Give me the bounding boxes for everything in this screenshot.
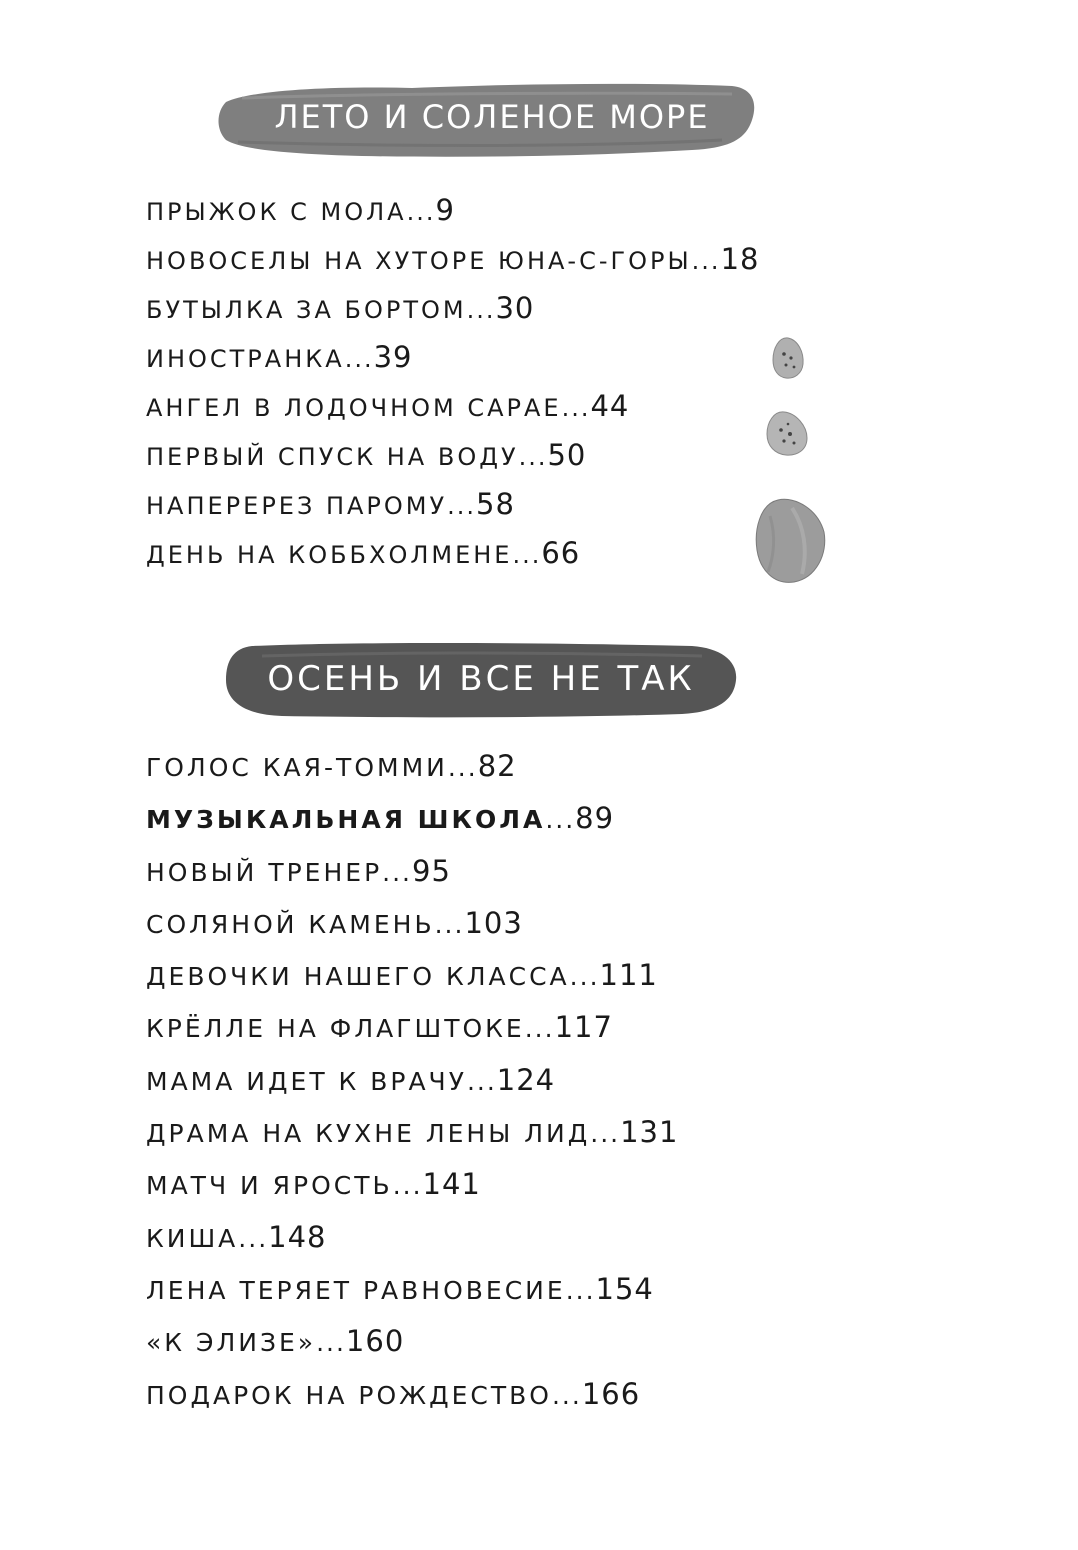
toc-entry[interactable]: БУТЫЛКА ЗА БОРТОМ...30 [146, 291, 535, 325]
toc-entry[interactable]: МАМА ИДЕТ К ВРАЧУ...124 [146, 1062, 556, 1097]
toc-entry[interactable]: КИША...148 [146, 1219, 327, 1254]
section-banner-autumn [222, 640, 740, 718]
page-number: 103 [464, 905, 523, 940]
toc-entry[interactable]: НОВЫЙ ТРЕНЕР...95 [146, 853, 451, 888]
pebble-icon [770, 336, 806, 380]
toc-entry[interactable]: ПЕРВЫЙ СПУСК НА ВОДУ...50 [146, 438, 587, 472]
toc-entry[interactable]: НАПЕРЕРЕЗ ПАРОМУ...58 [146, 487, 515, 521]
page-number: 30 [495, 291, 535, 325]
page-number: 124 [496, 1062, 556, 1097]
page-number: 95 [412, 853, 451, 888]
pebble-icon [752, 496, 828, 586]
page-number: 89 [575, 801, 615, 836]
toc-entry[interactable]: КРЁЛЛЕ НА ФЛАГШТОКЕ...117 [146, 1010, 613, 1045]
toc-entry[interactable]: ДЕВОЧКИ НАШЕГО КЛАССА...111 [146, 958, 658, 993]
toc-entry[interactable]: МУЗЫКАЛЬНАЯ ШКОЛА...89 [146, 801, 615, 836]
page-number: 39 [373, 340, 413, 374]
page-number: 111 [599, 958, 658, 993]
section-title: ОСЕНЬ И ВСЕ НЕ ТАК [267, 659, 695, 699]
toc-entry[interactable]: СОЛЯНОЙ КАМЕНЬ...103 [146, 905, 523, 940]
toc-entry[interactable]: ДРАМА НА КУХНЕ ЛЕНЫ ЛИД...131 [146, 1115, 679, 1150]
page-number: 18 [720, 242, 760, 276]
section-title: ЛЕТО И СОЛЕНОЕ МОРЕ [274, 98, 710, 136]
toc-entry[interactable]: МАТЧ И ЯРОСТЬ...141 [146, 1167, 481, 1202]
toc-entry[interactable]: «К ЭЛИЗЕ»...160 [146, 1324, 405, 1359]
pebble-icon [764, 410, 810, 458]
page-number: 131 [620, 1115, 679, 1150]
section-banner-summer [212, 72, 760, 162]
page-number: 82 [477, 749, 517, 783]
page-number: 66 [541, 536, 581, 570]
toc-entry[interactable]: ИНОСТРАНКА...39 [146, 340, 413, 374]
page-number: 58 [476, 487, 515, 521]
toc-list-summer [146, 193, 760, 588]
toc-entry[interactable]: ПРЫЖОК С МОЛА...9 [146, 193, 455, 227]
page-number: 44 [590, 389, 630, 423]
page-number: 50 [547, 438, 587, 472]
toc-entry[interactable]: АНГЕЛ В ЛОДОЧНОМ САРАЕ...44 [146, 389, 630, 423]
toc-entry[interactable]: ДЕНЬ НА КОББХОЛМЕНЕ...66 [146, 536, 581, 570]
toc-list-autumn [146, 749, 679, 1432]
toc-entry[interactable]: НОВОСЕЛЫ НА ХУТОРЕ ЮНА-С-ГОРЫ...18 [146, 242, 760, 276]
page-number: 117 [554, 1010, 613, 1045]
toc-entry[interactable]: ЛЕНА ТЕРЯЕТ РАВНОВЕСИЕ...154 [146, 1271, 654, 1306]
page-number: 9 [435, 193, 455, 227]
page-number: 154 [595, 1271, 654, 1306]
page-number: 160 [345, 1324, 405, 1359]
toc-entry[interactable]: ГОЛОС КАЯ-ТОММИ...82 [146, 749, 517, 783]
page-number: 148 [268, 1219, 327, 1254]
toc-entry[interactable]: ПОДАРОК НА РОЖДЕСТВО...166 [146, 1376, 641, 1411]
page-number: 166 [581, 1376, 641, 1411]
page-number: 141 [422, 1167, 481, 1202]
